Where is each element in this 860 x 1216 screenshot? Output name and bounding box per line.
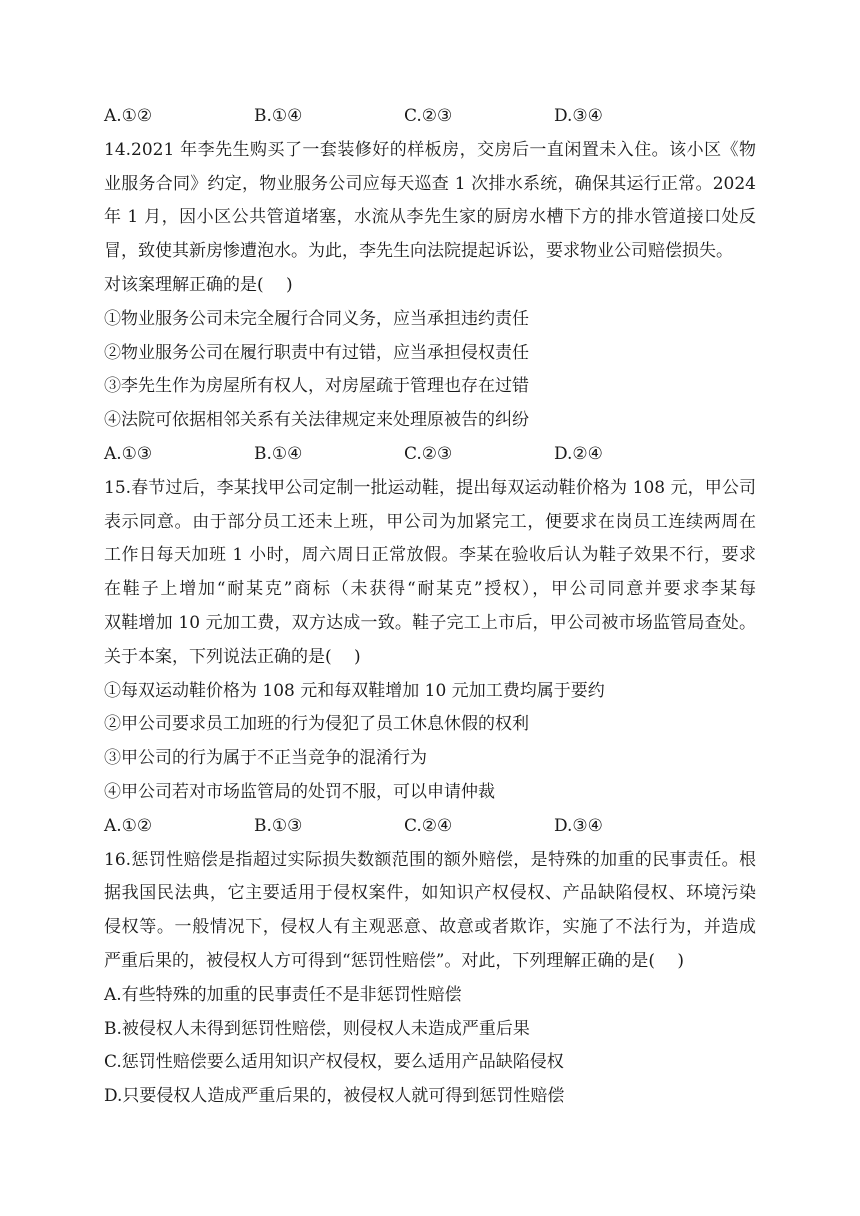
q16-stem-line: 侵权等。一般情况下，侵权人有主观恶意、故意或者欺诈，实施了不法行为，并造成 — [104, 917, 756, 938]
q14-stem-line: 业服务合同》约定，物业服务公司应每天巡查 1 次排水系统，确保其运行正常。2024 — [104, 173, 756, 194]
q13-option-c: C.②③ — [404, 106, 453, 126]
q15-statement-4: ④甲公司若对市场监管局的处罚不服，可以申请仲裁 — [104, 781, 495, 802]
q15-stem-line: 在鞋子上增加“耐某克”商标（未获得“耐某克”授权），甲公司同意并要求李某每 — [104, 579, 756, 600]
q14-statement-2: ②物业服务公司在履行职责中有过错，应当承担侵权责任 — [104, 342, 529, 363]
q15-stem-line: 15.春节过后，李某找甲公司定制一批运动鞋，提出每双运动鞋价格为 108 元，甲公司 — [104, 477, 756, 498]
q16-stem-line: 16.惩罚性赔偿是指超过实际损失数额范围的额外赔偿，是特殊的加重的民事责任。根 — [104, 849, 756, 870]
question-16 — [104, 844, 756, 1114]
q15-option-d: D.③④ — [554, 815, 603, 836]
q16-stem-line: 据我国民法典，它主要适用于侵权案件，如知识产权侵权、产品缺陷侵权、环境污染 — [104, 883, 756, 904]
q14-stem-line: 冒，致使其新房惨遭泡水。为此，李先生向法院提起诉讼，要求物业公司赔偿损失。 — [104, 241, 733, 262]
question-14 — [104, 134, 756, 472]
q15-option-a: A.①② — [104, 815, 153, 836]
q16-choice-a: A.有些特殊的加重的民事责任不是非惩罚性赔偿 — [104, 984, 462, 1005]
q14-option-c: C.②③ — [404, 443, 453, 464]
q14-option-b: B.①④ — [254, 443, 303, 464]
q14-option-d: D.②④ — [554, 443, 603, 464]
q14-stem-line: 对该案理解正确的是( ) — [104, 274, 293, 295]
q15-options — [104, 810, 756, 844]
q16-choice-c: C.惩罚性赔偿要么适用知识产权侵权，要么适用产品缺陷侵权 — [104, 1052, 564, 1073]
q14-statement-3: ③李先生作为房屋所有权人，对房屋疏于管理也存在过错 — [104, 376, 529, 397]
exam-page — [104, 100, 756, 1114]
q14-statement-4: ④法院可依据相邻关系有关法律规定来处理原被告的纠纷 — [104, 410, 529, 431]
q14-option-a: A.①③ — [104, 443, 153, 464]
q15-option-b: B.①③ — [254, 815, 303, 836]
q15-statement-2: ②甲公司要求员工加班的行为侵犯了员工休息休假的权利 — [104, 714, 529, 735]
q13-option-b: B.①④ — [254, 106, 303, 126]
q16-stem-line: 严重后果的，被侵权人方可得到“惩罚性赔偿”。对此，下列理解正确的是( ) — [104, 950, 685, 971]
q15-statement-1: ①每双运动鞋价格为 108 元和每双鞋增加 10 元加工费均属于要约 — [104, 680, 605, 701]
q13-options — [104, 100, 756, 134]
q14-options — [104, 438, 756, 472]
q15-statement-3: ③甲公司的行为属于不正当竞争的混淆行为 — [104, 748, 427, 769]
q13-option-d: D.③④ — [554, 106, 603, 126]
question-15 — [104, 472, 756, 844]
q13-option-a: A.①② — [104, 106, 153, 126]
q15-stem-line: 关于本案，下列说法正确的是( ) — [104, 646, 361, 667]
q16-choice-b: B.被侵权人未得到惩罚性赔偿，则侵权人未造成严重后果 — [104, 1018, 530, 1039]
q14-stem-line: 14.2021 年李先生购买了一套装修好的样板房，交房后一直闲置未入住。该小区《物 — [104, 139, 756, 160]
q15-stem-line: 表示同意。由于部分员工还未上班，甲公司为加紧完工，便要求在岗员工连续两周在 — [104, 511, 756, 532]
q14-stem-line: 年 1 月，因小区公共管道堵塞，水流从李先生家的厨房水槽下方的排水管道接口处反 — [104, 207, 756, 228]
q15-option-c: C.②④ — [404, 815, 453, 836]
q15-stem-line: 工作日每天加班 1 小时，周六周日正常放假。李某在验收后认为鞋子效果不行，要求 — [104, 545, 756, 566]
q15-stem-line: 双鞋增加 10 元加工费，双方达成一致。鞋子完工上市后，甲公司被市场监管局查处。 — [104, 612, 756, 633]
q14-statement-1: ①物业服务公司未完全履行合同义务，应当承担违约责任 — [104, 308, 529, 329]
q16-choice-d: D.只要侵权人造成严重后果的，被侵权人就可得到惩罚性赔偿 — [104, 1086, 565, 1107]
